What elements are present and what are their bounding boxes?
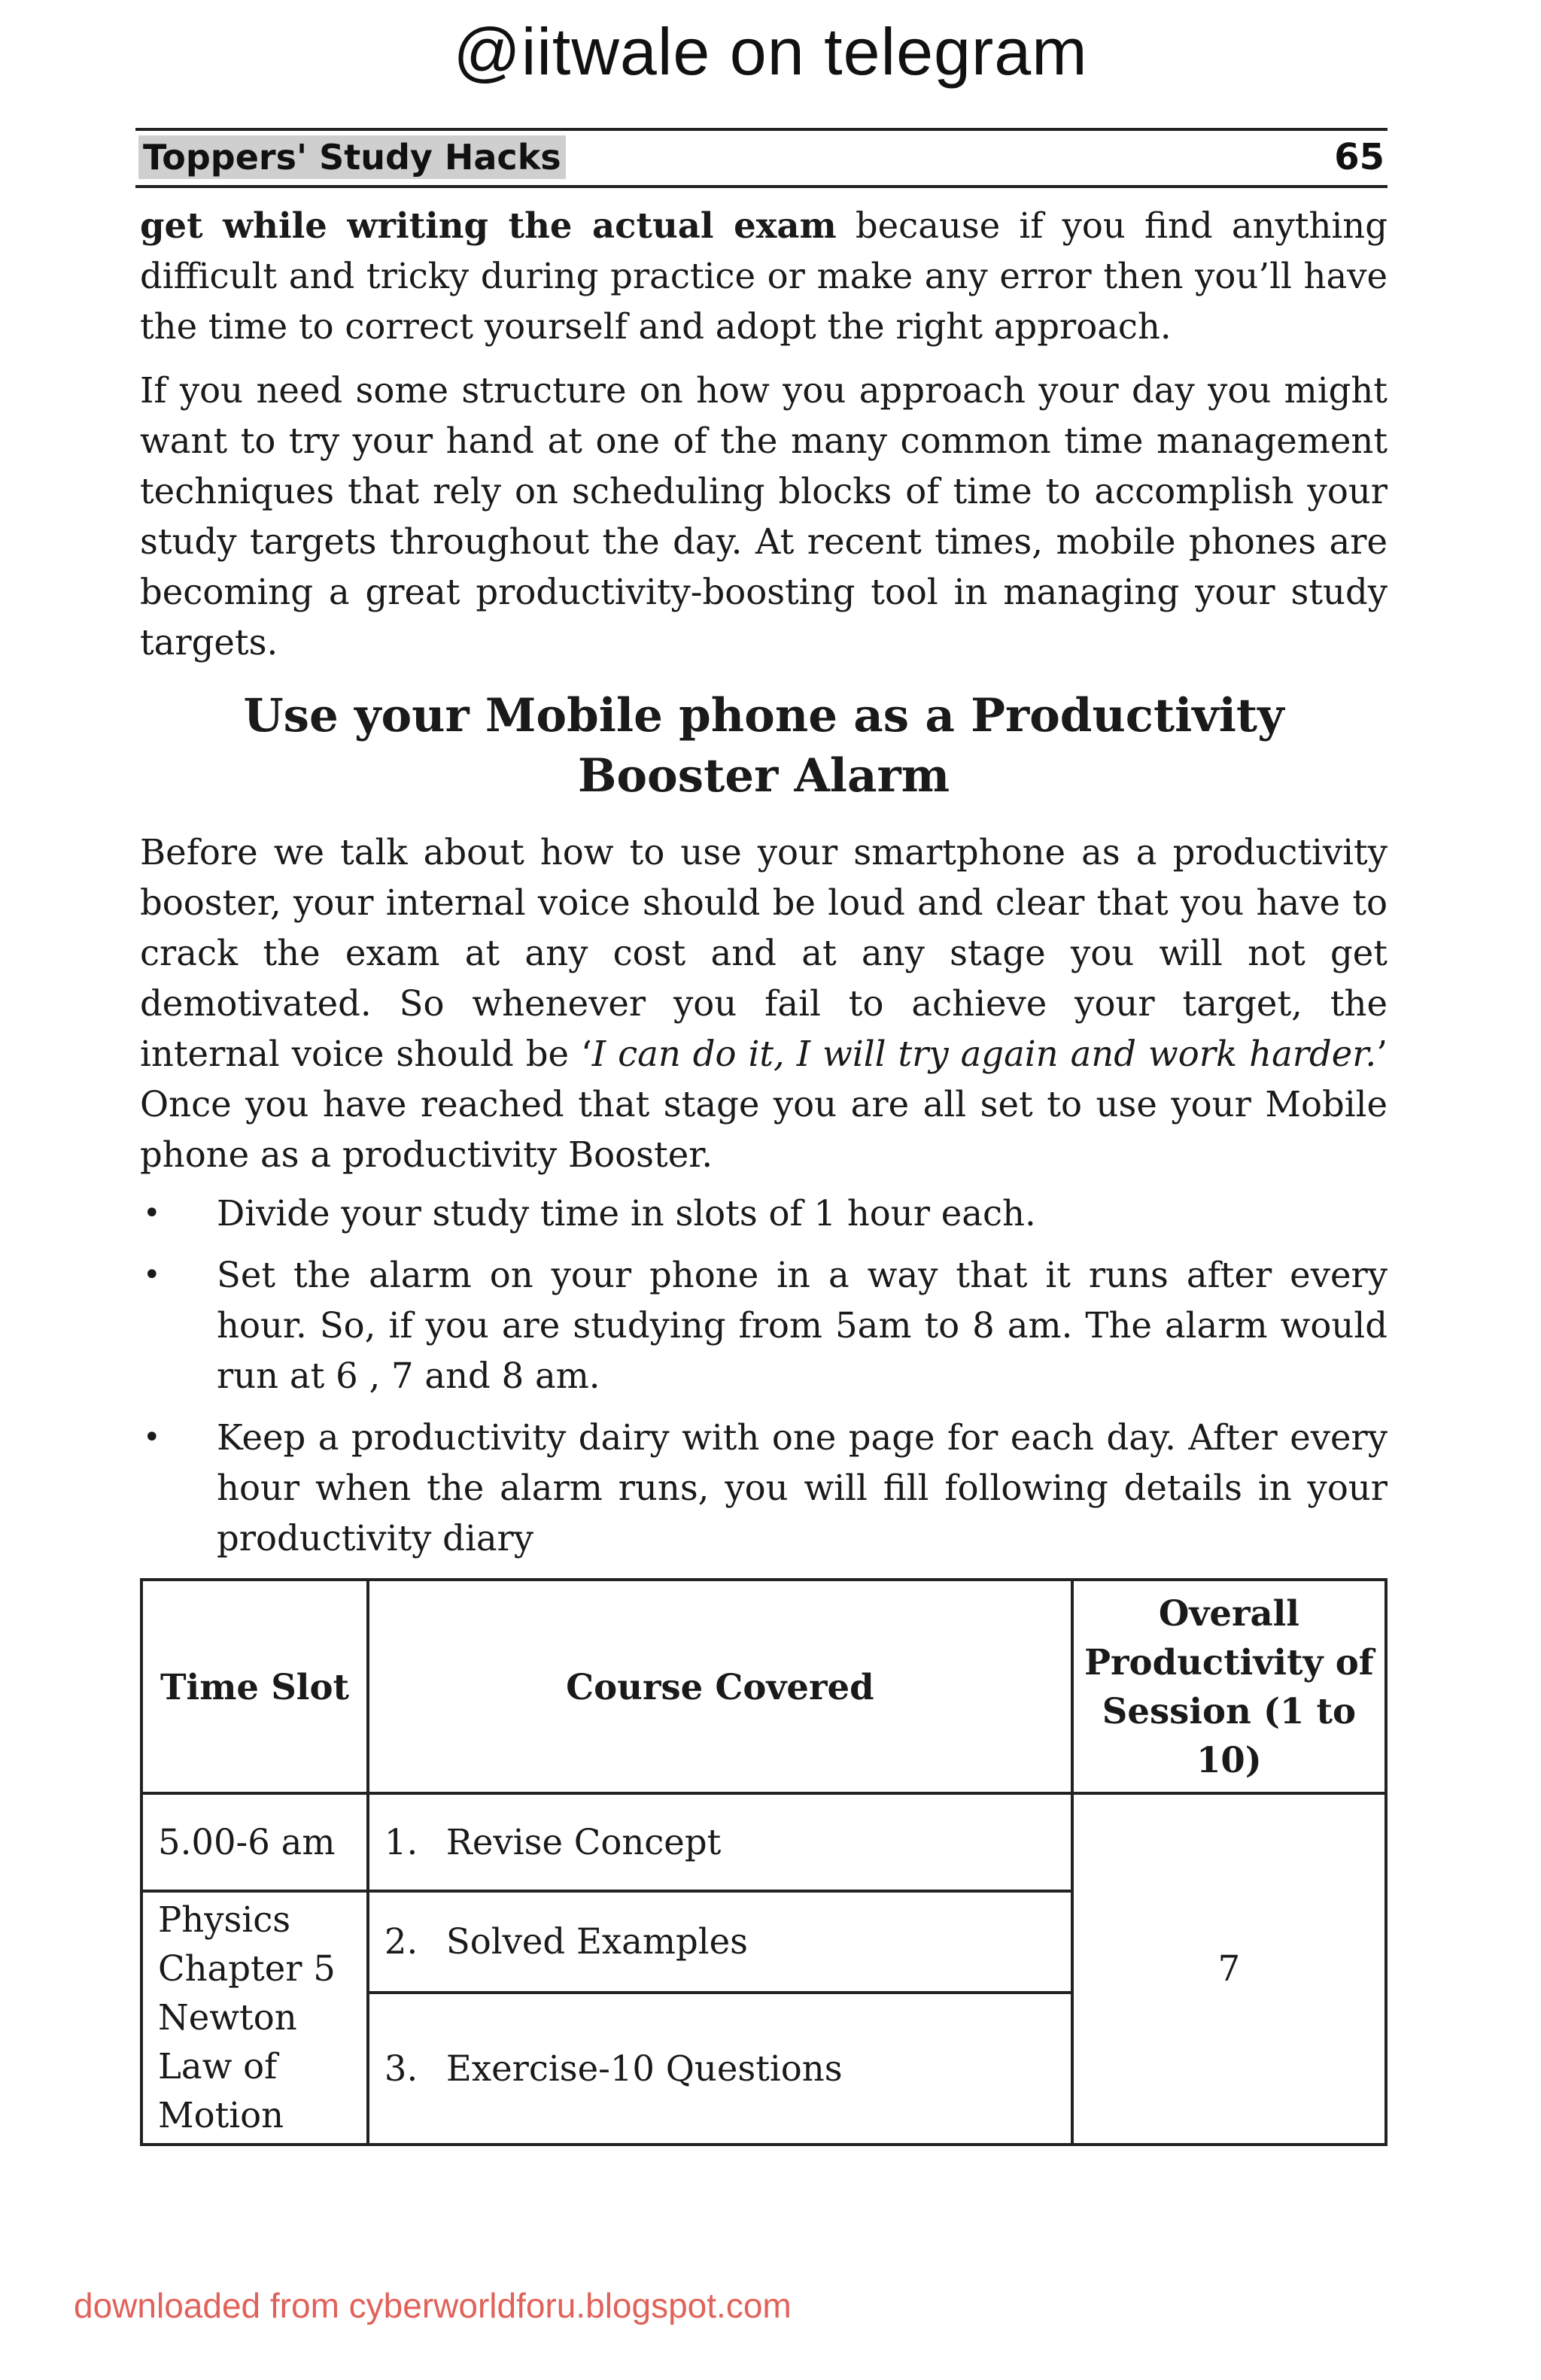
course-number: 1.: [384, 1821, 418, 1862]
header-productivity: Overall Productivity of Session (1 to 10): [1072, 1580, 1386, 1793]
course-cell: [368, 1891, 1072, 1993]
paragraph-exam-practice: [140, 200, 1388, 352]
list-item: [140, 1188, 1388, 1239]
productivity-diary-table: [140, 1578, 1388, 2146]
list-item-text: Set the alarm on your phone in a way that it runs after every hour. So, if you are studying from 5am to 8 am. The alarm would run at 6 , 7 and 8 am.: [217, 1255, 1388, 1396]
running-head: [135, 128, 1388, 188]
bullet-icon: •: [143, 1420, 161, 1455]
course-text: Revise Concept: [445, 1821, 722, 1862]
table-header-row: [141, 1580, 1386, 1793]
course-text: Solved Examples: [445, 1921, 748, 1963]
course-cell: [368, 1993, 1072, 2145]
productivity-score-cell: 7: [1072, 1793, 1386, 2145]
telegram-watermark: @iitwale on telegram: [453, 14, 1088, 89]
header-time-slot: Time Slot: [141, 1580, 368, 1793]
list-item: [140, 1413, 1388, 1564]
bullet-icon: •: [143, 1258, 161, 1292]
internal-voice-text: Before we talk about how to use your smartphone as a productivity booster, your internal voice should be loud and clear that you have to crack the exam at any cost and at any stage you will not get demotivated. So whenever you fail to achieve your target, the internal voice should be ‘: [140, 832, 1388, 1074]
paragraph-time-management: If you need some structure on how you approach your day you might want to try your hand at one of the many common time management techniques that rely on scheduling blocks of time to accomplish your study targets throughout the day. At recent times, mobile phones are becoming a great productivity-boosting tool in managing your study targets.: [140, 370, 1388, 663]
time-slot-cell: 5.00-6 am: [141, 1793, 368, 1891]
list-item: [140, 1250, 1388, 1401]
section-heading: Use your Mobile phone as a Productivity Booster Alarm: [243, 689, 1284, 803]
paragraph-continuation: because if you find anything difficult and tricky during practice or make any error then you’ll have the time to correct yourself and adopt the right approach.: [140, 205, 1388, 347]
subject-cell: Physics Chapter 5 Newton Law of Motion: [141, 1891, 368, 2145]
download-source-watermark: downloaded from cyberworldforu.blogspot.com: [74, 2286, 792, 2325]
bullet-icon: •: [143, 1196, 161, 1231]
internal-voice-quote: I can do it, I will try again and work harder.: [591, 1034, 1377, 1074]
list-item-text: Divide your study time in slots of 1 hour each.: [217, 1193, 1036, 1234]
list-item-text: Keep a productivity dairy with one page for each day. After every hour when the alarm runs, you will fill following details in your productivity diary: [217, 1417, 1388, 1559]
table-row: [141, 1793, 1386, 1891]
paragraph-internal-voice: [140, 827, 1388, 1180]
page-number: 65: [1334, 136, 1384, 178]
steps-list: [140, 1188, 1388, 1575]
internal-voice-text-end: ’ Once you have reached that stage you are all set to use your Mobile phone as a productivity Booster.: [140, 1034, 1388, 1175]
course-cell: [368, 1793, 1072, 1891]
course-text: Exercise-10 Questions: [445, 2048, 843, 2089]
header-course-covered: Course Covered: [368, 1580, 1072, 1793]
paragraph-bold-lead: get while writing the actual exam: [140, 205, 837, 246]
course-number: 2.: [384, 1921, 418, 1963]
course-number: 3.: [384, 2048, 418, 2089]
book-title: Toppers' Study Hacks: [138, 135, 566, 179]
